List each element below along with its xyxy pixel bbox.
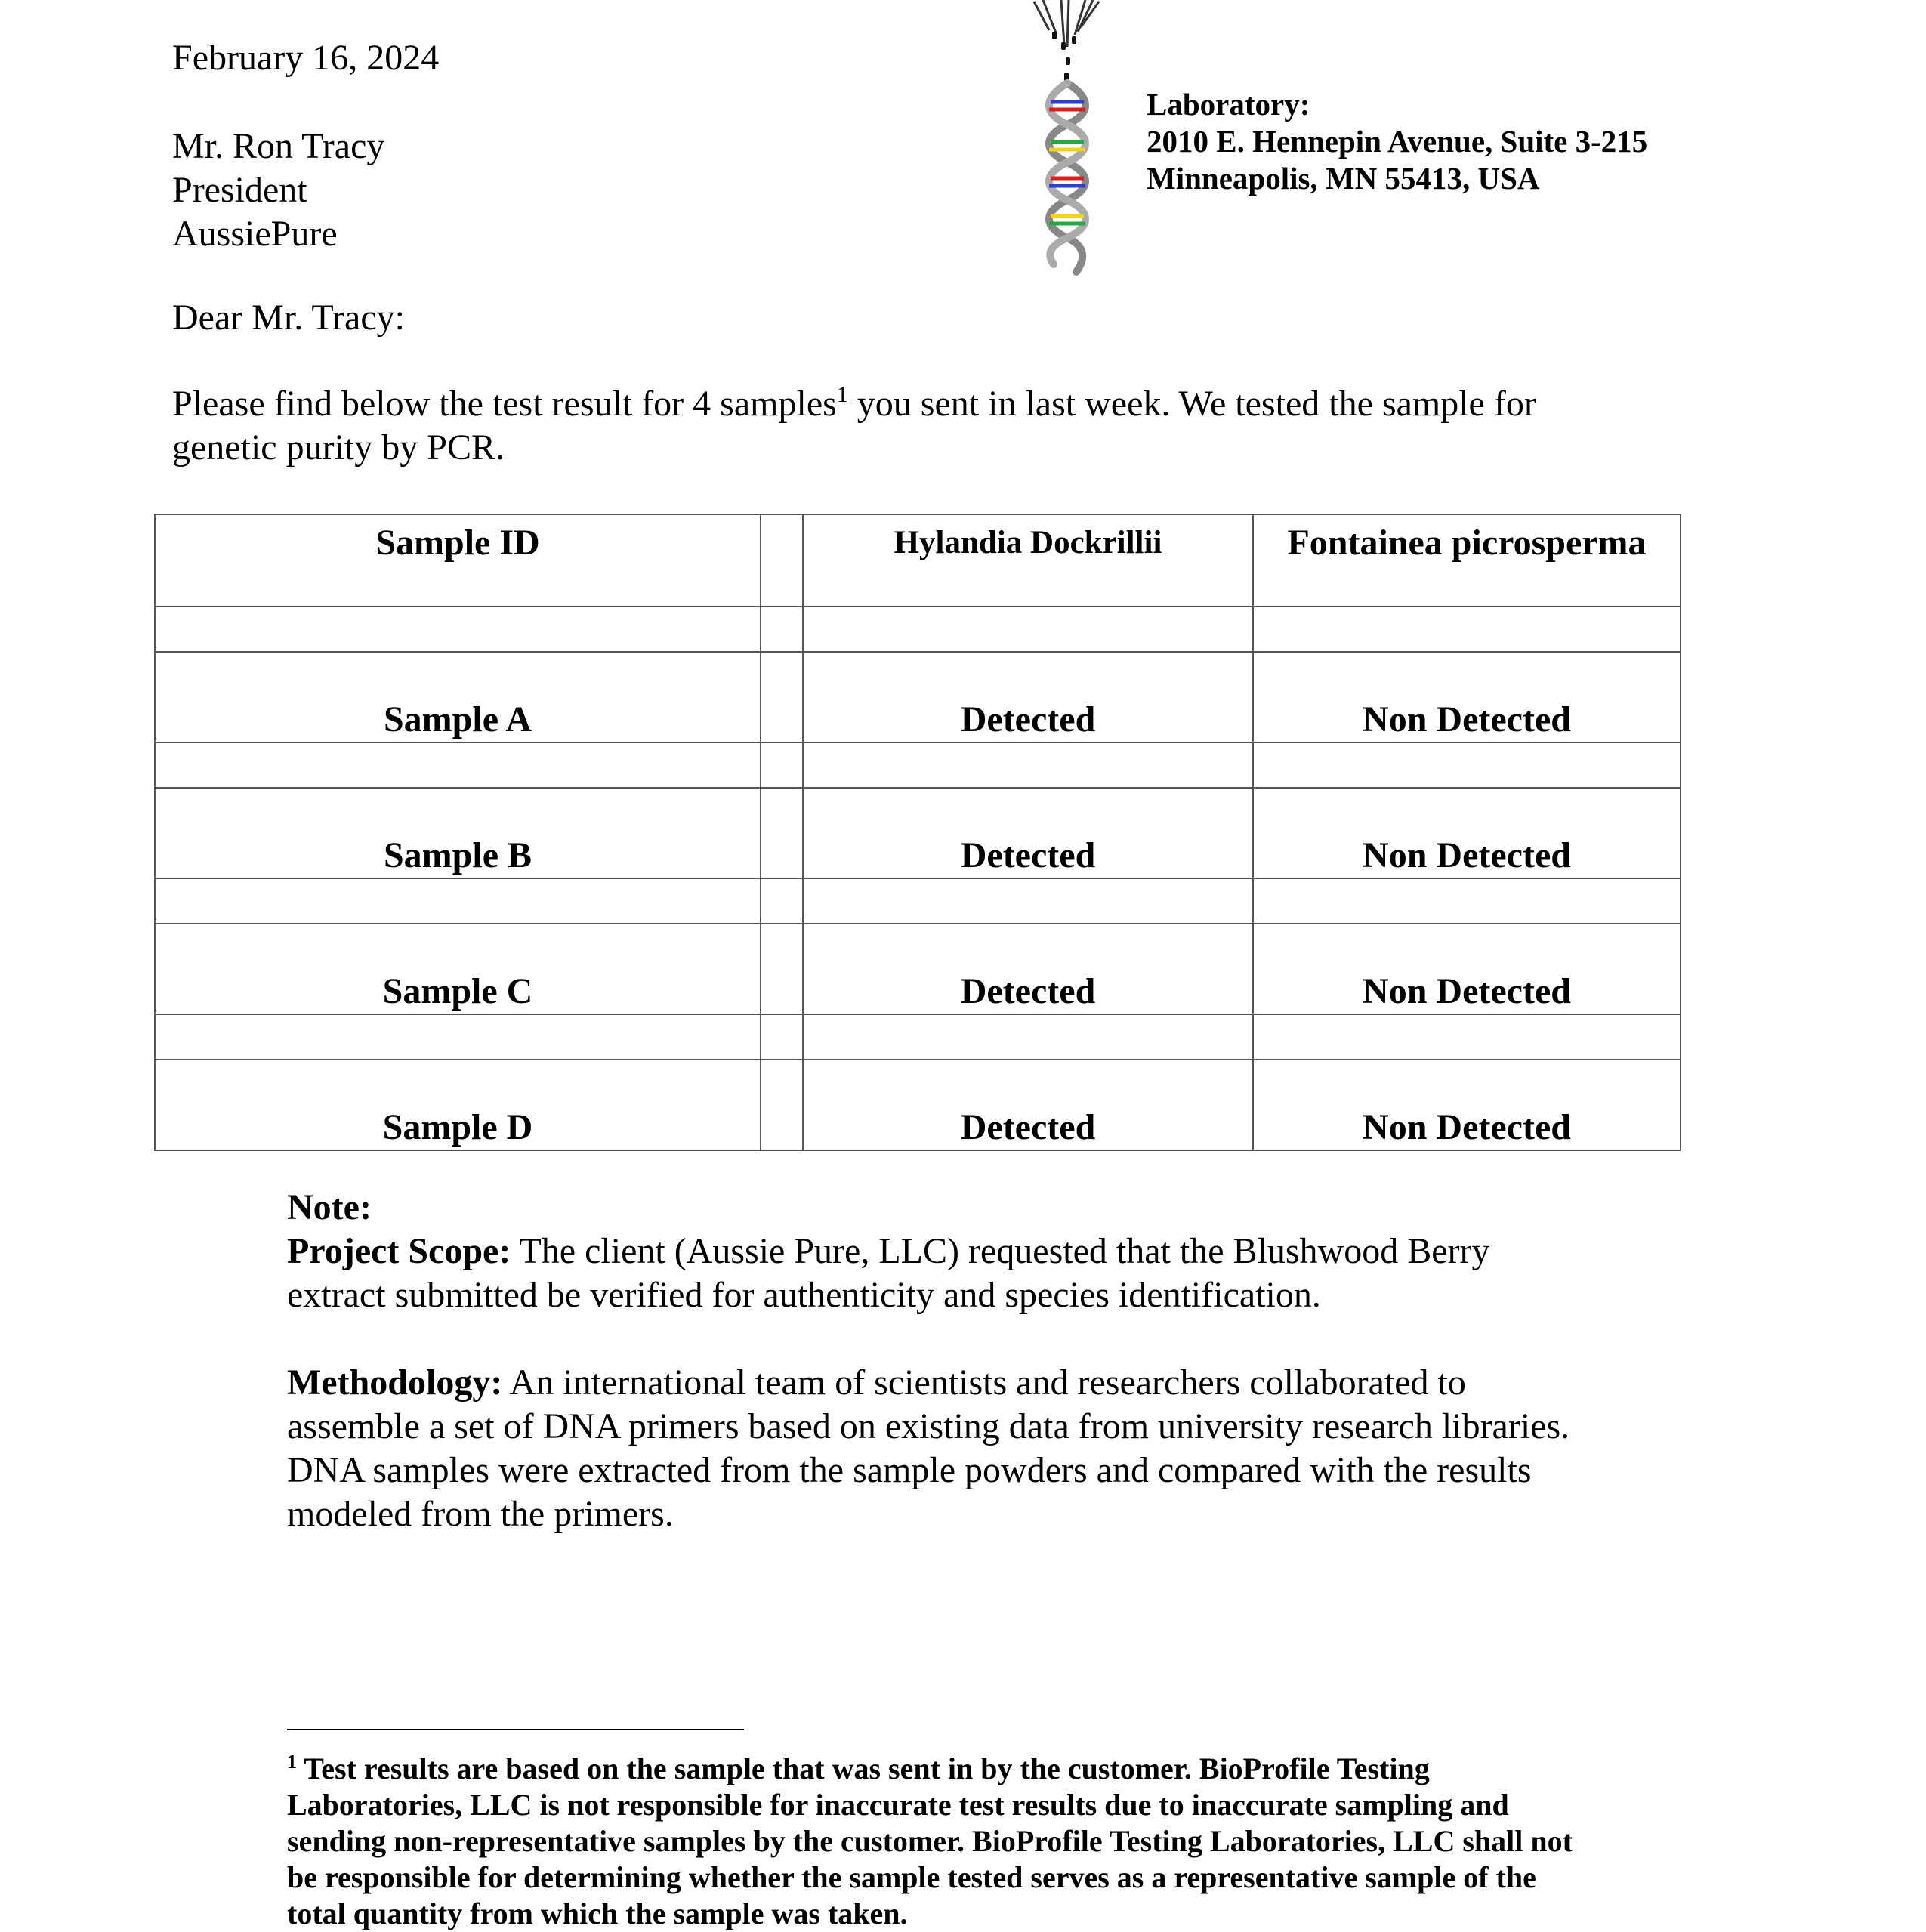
notes-section	[287, 1186, 1722, 1536]
methodology-text: An international team of scientists and researchers collaborated to	[502, 1363, 1466, 1403]
methodology-text-line3: DNA samples were extracted from the sample powders and compared with the results	[287, 1450, 1532, 1490]
fontainea-result-cell: Non Detected	[1253, 1060, 1681, 1150]
sample-id-cell: Sample D	[155, 1060, 761, 1150]
project-scope-label: Project Scope:	[287, 1231, 511, 1271]
empty-cell	[761, 924, 803, 1014]
hylandia-result-cell: Detected	[803, 924, 1253, 1014]
project-scope-paragraph	[287, 1230, 1722, 1273]
letter-date: February 16, 2024	[172, 38, 440, 78]
notes-heading: Note:	[287, 1187, 372, 1227]
empty-cell	[761, 788, 803, 878]
hylandia-result-cell: Detected	[803, 788, 1253, 878]
salutation: Dear Mr. Tracy:	[172, 298, 405, 338]
sample-id-cell: Sample A	[155, 652, 761, 742]
intro-text-cont: you sent in last week. We tested the sample for	[847, 384, 1536, 424]
footnote-line: total quantity from which the sample was taken.	[287, 1897, 908, 1930]
fontainea-result-cell: Non Detected	[1253, 924, 1681, 1014]
intro-paragraph	[172, 382, 1683, 470]
methodology-label: Methodology:	[287, 1363, 503, 1403]
results-table	[154, 514, 1681, 1151]
table-row	[155, 1060, 1681, 1150]
empty-cell	[761, 514, 803, 606]
intro-text: Please find below the test result for 4 samples	[172, 384, 837, 424]
table-row	[155, 924, 1681, 1014]
dna-helix-icon	[1023, 0, 1114, 281]
table-header-row	[155, 514, 1681, 606]
table-row	[155, 788, 1681, 878]
footnote-separator	[287, 1729, 744, 1730]
methodology-paragraph	[287, 1361, 1722, 1405]
intro-text-line2: genetic purity by PCR.	[172, 427, 505, 468]
footnote-line: be responsible for determining whether the sample tested serves as a representative sample of the	[287, 1860, 1536, 1894]
recipient-title: President	[172, 170, 307, 210]
spacer-row	[155, 878, 1681, 924]
footnote	[287, 1751, 1677, 1932]
footnote-line: sending non-representative samples by the customer. BioProfile Testing Laboratories, LLC shall not	[287, 1824, 1573, 1858]
spacer-row	[155, 1014, 1681, 1060]
hylandia-result-cell: Detected	[803, 1060, 1253, 1150]
footnote-reference: 1	[836, 382, 848, 407]
empty-cell	[761, 652, 803, 742]
methodology-text-line4: modeled from the primers.	[287, 1494, 674, 1534]
laboratory-city: Minneapolis, MN 55413, USA	[1147, 161, 1540, 196]
spacer-row	[155, 606, 1681, 652]
recipient-block	[172, 125, 384, 256]
project-scope-text: The client (Aussie Pure, LLC) requested that the Blushwood Berry	[511, 1231, 1490, 1271]
header-hylandia: Hylandia Dockrillii	[803, 514, 1253, 606]
laboratory-label: Laboratory:	[1147, 87, 1310, 122]
sample-id-cell: Sample C	[155, 924, 761, 1014]
fontainea-result-cell: Non Detected	[1253, 652, 1681, 742]
laboratory-address	[1147, 86, 1647, 197]
laboratory-street: 2010 E. Hennepin Avenue, Suite 3-215	[1147, 124, 1648, 159]
sample-id-cell: Sample B	[155, 788, 761, 878]
header-sample-id: Sample ID	[155, 514, 761, 606]
methodology-text-line2: assemble a set of DNA primers based on existing data from university research libraries.	[287, 1406, 1570, 1446]
table-row	[155, 652, 1681, 742]
footnote-mark: 1	[287, 1751, 297, 1773]
recipient-name: Mr. Ron Tracy	[172, 126, 385, 166]
header-fontainea: Fontainea picrosperma	[1253, 514, 1681, 606]
footnote-line: Laboratories, LLC is not responsible for inaccurate test results due to inaccurate sampling and	[287, 1788, 1509, 1822]
project-scope-text-line2: extract submitted be verified for authenticity and species identification.	[287, 1275, 1321, 1315]
spacer-row	[155, 742, 1681, 788]
empty-cell	[761, 1060, 803, 1150]
recipient-company: AussiePure	[172, 214, 338, 254]
fontainea-result-cell: Non Detected	[1253, 788, 1681, 878]
footnote-line: Test results are based on the sample that was sent in by the customer. BioProfile Testing	[297, 1751, 1430, 1785]
hylandia-result-cell: Detected	[803, 652, 1253, 742]
